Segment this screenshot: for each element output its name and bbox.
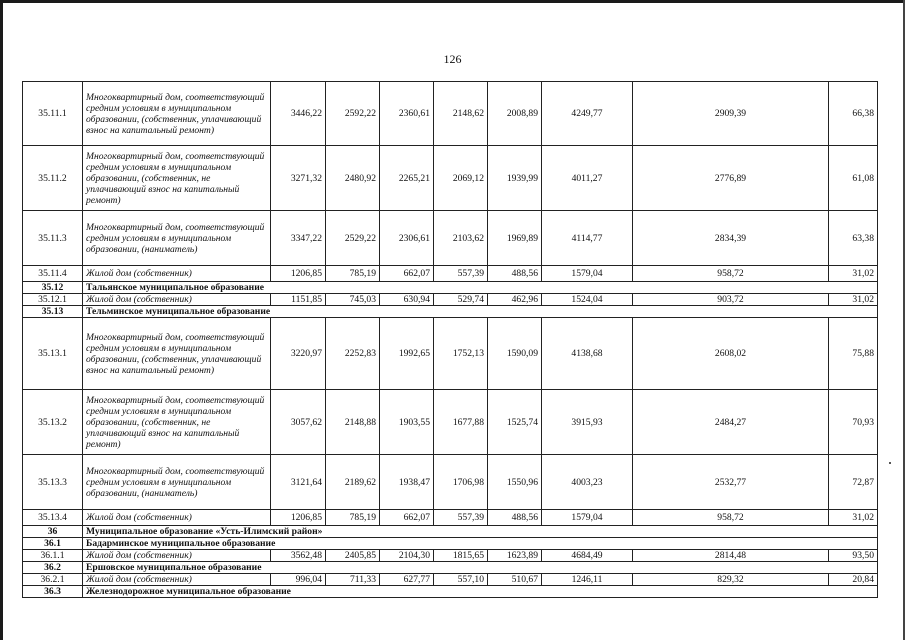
row-code: 36.1.1	[23, 550, 83, 562]
value-cell: 4003,23	[542, 455, 633, 510]
value-cell: 3915,93	[542, 390, 633, 455]
value-cell: 3057,62	[271, 390, 326, 455]
section-title: Железнодорожное муниципальное образование	[83, 586, 878, 598]
value-cell: 557,39	[434, 510, 488, 526]
value-cell: 2148,62	[434, 82, 488, 146]
value-cell: 2306,61	[380, 211, 434, 266]
value-cell: 2776,89	[633, 146, 829, 211]
value-cell: 1706,98	[434, 455, 488, 510]
value-cell: 3347,22	[271, 211, 326, 266]
value-cell: 627,77	[380, 574, 434, 586]
section-code: 36	[23, 526, 83, 538]
value-cell: 70,93	[829, 390, 878, 455]
table-row	[23, 294, 878, 306]
housing-type: Жилой дом (собственник)	[83, 266, 271, 282]
row-code: 35.13.2	[23, 390, 83, 455]
page-number: 126	[443, 52, 462, 66]
housing-type: Многоквартирный дом, соответствующий средним условиям в муниципальном образовании, (собственник, не уплачивающий взнос на капитальный ремонт)	[83, 146, 271, 211]
value-cell: 1579,04	[542, 510, 633, 526]
value-cell: 75,88	[829, 318, 878, 390]
value-cell: 1938,47	[380, 455, 434, 510]
value-cell: 1969,89	[488, 211, 542, 266]
value-cell: 1590,09	[488, 318, 542, 390]
value-cell: 2148,88	[326, 390, 380, 455]
value-cell: 2484,27	[633, 390, 829, 455]
row-code: 35.13.3	[23, 455, 83, 510]
section-title: Бадарминское муниципальное образование	[83, 538, 878, 550]
housing-type: Многоквартирный дом, соответствующий средним условиям в муниципальном образовании, (наниматель)	[83, 455, 271, 510]
section-code: 36.3	[23, 586, 83, 598]
section-code: 35.13	[23, 306, 83, 318]
value-cell: 1903,55	[380, 390, 434, 455]
table-row	[23, 82, 878, 146]
value-cell: 2360,61	[380, 82, 434, 146]
value-cell: 2834,39	[633, 211, 829, 266]
row-code: 35.12.1	[23, 294, 83, 306]
value-cell: 829,32	[633, 574, 829, 586]
value-cell: 557,39	[434, 266, 488, 282]
value-cell: 2104,30	[380, 550, 434, 562]
value-cell: 1579,04	[542, 266, 633, 282]
section-row	[23, 586, 878, 598]
value-cell: 31,02	[829, 294, 878, 306]
value-cell: 510,67	[488, 574, 542, 586]
row-code: 35.11.4	[23, 266, 83, 282]
value-cell: 3562,48	[271, 550, 326, 562]
table-body	[23, 82, 878, 598]
scan-border-left	[0, 0, 3, 640]
value-cell: 1525,74	[488, 390, 542, 455]
value-cell: 3121,64	[271, 455, 326, 510]
table-row	[23, 318, 878, 390]
value-cell: 4011,27	[542, 146, 633, 211]
value-cell: 1623,89	[488, 550, 542, 562]
table-row	[23, 455, 878, 510]
value-cell: 93,50	[829, 550, 878, 562]
value-cell: 2189,62	[326, 455, 380, 510]
table-row	[23, 211, 878, 266]
section-title: Ершовское муниципальное образование	[83, 562, 878, 574]
value-cell: 557,10	[434, 574, 488, 586]
value-cell: 958,72	[633, 510, 829, 526]
section-row	[23, 562, 878, 574]
value-cell: 72,87	[829, 455, 878, 510]
value-cell: 1815,65	[434, 550, 488, 562]
table-row	[23, 510, 878, 526]
value-cell: 2909,39	[633, 82, 829, 146]
housing-type: Многоквартирный дом, соответствующий средним условиям в муниципальном образовании, (собственник, уплачивающий взнос на капитальный ремонт)	[83, 318, 271, 390]
row-code: 35.13.4	[23, 510, 83, 526]
value-cell: 31,02	[829, 266, 878, 282]
value-cell: 1550,96	[488, 455, 542, 510]
value-cell: 2265,21	[380, 146, 434, 211]
value-cell: 488,56	[488, 266, 542, 282]
row-code: 35.11.3	[23, 211, 83, 266]
value-cell: 3271,32	[271, 146, 326, 211]
value-cell: 2252,83	[326, 318, 380, 390]
section-row	[23, 538, 878, 550]
value-cell: 66,38	[829, 82, 878, 146]
value-cell: 63,38	[829, 211, 878, 266]
value-cell: 1992,65	[380, 318, 434, 390]
row-code: 36.2.1	[23, 574, 83, 586]
value-cell: 662,07	[380, 510, 434, 526]
housing-type: Жилой дом (собственник)	[83, 574, 271, 586]
value-cell: 2103,62	[434, 211, 488, 266]
value-cell: 785,19	[326, 266, 380, 282]
value-cell: 4114,77	[542, 211, 633, 266]
value-cell: 2608,02	[633, 318, 829, 390]
value-cell: 2008,89	[488, 82, 542, 146]
value-cell: 1206,85	[271, 510, 326, 526]
value-cell: 462,96	[488, 294, 542, 306]
section-row	[23, 306, 878, 318]
value-cell: 20,84	[829, 574, 878, 586]
section-row	[23, 526, 878, 538]
value-cell: 2814,48	[633, 550, 829, 562]
housing-type: Жилой дом (собственник)	[83, 294, 271, 306]
housing-type: Многоквартирный дом, соответствующий средним условиям в муниципальном образовании, (собственник, уплачивающий взнос на капитальный ремонт)	[83, 82, 271, 146]
housing-type: Жилой дом (собственник)	[83, 510, 271, 526]
section-code: 36.2	[23, 562, 83, 574]
value-cell: 4249,77	[542, 82, 633, 146]
row-code: 35.11.1	[23, 82, 83, 146]
value-cell: 630,94	[380, 294, 434, 306]
value-cell: 662,07	[380, 266, 434, 282]
value-cell: 488,56	[488, 510, 542, 526]
housing-type: Многоквартирный дом, соответствующий средним условиям в муниципальном образовании, (собственник, не уплачивающий взнос на капитальный ремонт)	[83, 390, 271, 455]
value-cell: 3220,97	[271, 318, 326, 390]
value-cell: 529,74	[434, 294, 488, 306]
section-code: 35.12	[23, 282, 83, 294]
value-cell: 2532,77	[633, 455, 829, 510]
value-cell: 1524,04	[542, 294, 633, 306]
value-cell: 1677,88	[434, 390, 488, 455]
value-cell: 1752,13	[434, 318, 488, 390]
value-cell: 1246,11	[542, 574, 633, 586]
value-cell: 4138,68	[542, 318, 633, 390]
row-code: 35.13.1	[23, 318, 83, 390]
value-cell: 958,72	[633, 266, 829, 282]
value-cell: 2069,12	[434, 146, 488, 211]
value-cell: 785,19	[326, 510, 380, 526]
value-cell: 1206,85	[271, 266, 326, 282]
section-title: Тельминское муниципальное образование	[83, 306, 878, 318]
section-title: Муниципальное образование «Усть-Илимский район»	[83, 526, 878, 538]
housing-type: Жилой дом (собственник)	[83, 550, 271, 562]
value-cell: 2480,92	[326, 146, 380, 211]
housing-type: Многоквартирный дом, соответствующий средним условиям в муниципальном образовании, (наниматель)	[83, 211, 271, 266]
table-row	[23, 390, 878, 455]
section-row	[23, 282, 878, 294]
tariff-table	[22, 81, 878, 598]
table-row	[23, 574, 878, 586]
scan-speck	[889, 462, 891, 464]
value-cell: 3446,22	[271, 82, 326, 146]
value-cell: 4684,49	[542, 550, 633, 562]
value-cell: 2529,22	[326, 211, 380, 266]
table-row	[23, 550, 878, 562]
value-cell: 2592,22	[326, 82, 380, 146]
section-code: 36.1	[23, 538, 83, 550]
value-cell: 1939,99	[488, 146, 542, 211]
value-cell: 745,03	[326, 294, 380, 306]
value-cell: 996,04	[271, 574, 326, 586]
table-row	[23, 146, 878, 211]
table-row	[23, 266, 878, 282]
section-title: Тальянское муниципальное образование	[83, 282, 878, 294]
row-code: 35.11.2	[23, 146, 83, 211]
value-cell: 903,72	[633, 294, 829, 306]
scan-border-top	[0, 0, 905, 3]
value-cell: 61,08	[829, 146, 878, 211]
value-cell: 31,02	[829, 510, 878, 526]
value-cell: 711,33	[326, 574, 380, 586]
value-cell: 2405,85	[326, 550, 380, 562]
value-cell: 1151,85	[271, 294, 326, 306]
